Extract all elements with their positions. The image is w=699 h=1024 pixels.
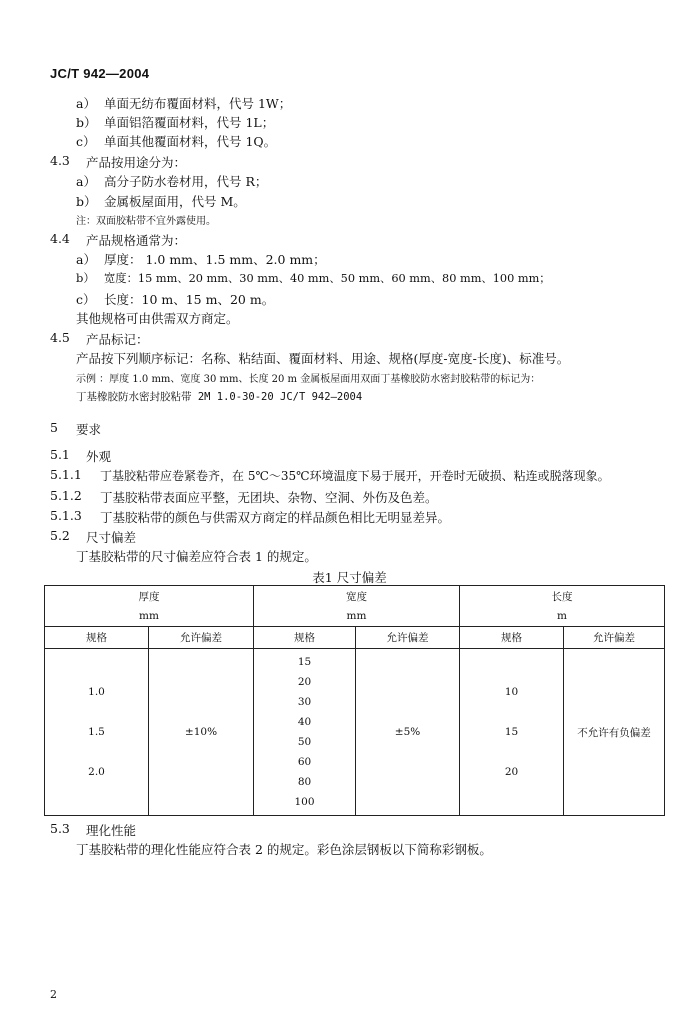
- table-cell-value: 30: [297, 696, 312, 708]
- list-marker: c）: [76, 292, 96, 307]
- column-header: 规格: [460, 627, 564, 649]
- unit-length: m: [460, 607, 665, 627]
- length-tolerance: 不允许有负偏差: [564, 649, 665, 816]
- thickness-tolerance: ±10%: [149, 649, 254, 816]
- paragraph: 产品按下列顺序标记：名称、粘结面、覆面材料、用途、规格(厚度-宽度-长度)、标准号。: [76, 351, 570, 366]
- section-heading: 尺寸偏差: [86, 530, 137, 545]
- section-number: 4.5: [50, 330, 70, 345]
- unit-thickness: mm: [45, 607, 254, 627]
- table-cell-value: 2.0: [88, 766, 105, 778]
- table-cell-value: 80: [297, 776, 312, 788]
- section-heading: 要求: [76, 422, 102, 437]
- section-heading: 产品标记：: [86, 332, 149, 347]
- paragraph: 其他规格可由供需双方商定。: [76, 311, 239, 326]
- table-cell-value: 20: [297, 676, 312, 688]
- width-tolerance: ±5%: [356, 649, 460, 816]
- column-header: 允许偏差: [356, 627, 460, 649]
- table-cell-value: 15: [297, 656, 312, 668]
- section-number: 5.2: [50, 528, 70, 543]
- list-item-text: 长度：10 m、15 m、20 m。: [104, 292, 275, 307]
- column-header: 允许偏差: [564, 627, 665, 649]
- paragraph: 丁基胶粘带的尺寸偏差应符合表 1 的规定。: [76, 549, 317, 564]
- list-item-text: 单面其他覆面材料，代号 1Q。: [104, 134, 277, 149]
- list-marker: a）: [76, 96, 96, 111]
- list-marker: a）: [76, 252, 96, 267]
- table-cell-value: 40: [297, 716, 312, 728]
- unit-width: mm: [254, 607, 460, 627]
- column-header: 允许偏差: [149, 627, 254, 649]
- column-header: 规格: [254, 627, 356, 649]
- list-item-text: 宽度：15 mm、20 mm、30 mm、40 mm、50 mm、60 mm、80 mm、100 mm；: [104, 272, 551, 285]
- section-heading: 外观: [86, 449, 112, 464]
- table-cell-value: 1.0: [88, 686, 105, 698]
- length-values-cell: [460, 649, 564, 816]
- example-text: 示例 ：厚度 1.0 mm、宽度 30 mm、长度 20 m 金属板屋面用双面丁基橡胶防水密封胶粘带的标记为：: [76, 374, 541, 385]
- document-header: JC/T 942—2004: [50, 66, 150, 81]
- list-marker: b）: [76, 271, 95, 285]
- column-header: 规格: [45, 627, 149, 649]
- section-number: 5.3: [50, 821, 70, 836]
- group-header-length: 长度: [460, 586, 665, 607]
- example-marking: 丁基橡胶防水密封胶粘带 2M 1.0-30-20 JC/T 942—2004: [76, 391, 363, 403]
- dimension-tolerance-table: [44, 585, 665, 816]
- table-cell-value: 10: [504, 686, 519, 698]
- table-cell-value: 100: [294, 796, 315, 808]
- section-number: 5.1: [50, 447, 70, 462]
- section-number: 5.1.1: [50, 467, 82, 482]
- group-header-width: 宽度: [254, 586, 460, 607]
- table-title: 表1 尺寸偏差: [312, 570, 387, 585]
- section-number: 4.3: [50, 153, 70, 168]
- section-number: 4.4: [50, 231, 70, 246]
- table-cell-value: 15: [504, 726, 519, 738]
- section-heading: 产品按用途分为：: [86, 155, 187, 170]
- section-number: 5.1.3: [50, 508, 82, 523]
- list-marker: c）: [76, 134, 96, 149]
- list-item-text: 单面无纺布覆面材料，代号 1W；: [104, 96, 292, 111]
- list-item-text: 金属板屋面用，代号 M。: [104, 194, 246, 209]
- section-number: 5: [50, 420, 58, 435]
- section-heading: 理化性能: [86, 823, 137, 838]
- list-marker: b）: [76, 194, 97, 209]
- paragraph: 丁基胶粘带表面应平整，无团块、杂物、空洞、外伤及色差。: [100, 490, 438, 505]
- table-cell-value: 1.5: [88, 726, 105, 738]
- thickness-values-cell: [45, 649, 149, 816]
- section-heading: 产品规格通常为：: [86, 233, 187, 248]
- section-number: 5.1.2: [50, 488, 82, 503]
- list-item-text: 单面铝箔覆面材料，代号 1L；: [104, 115, 275, 130]
- page-number: 2: [50, 988, 57, 1001]
- note-text: 注：双面胶粘带不宜外露使用。: [76, 216, 216, 227]
- list-item-text: 高分子防水卷材用，代号 R；: [104, 174, 268, 189]
- table-cell-value: 50: [297, 736, 312, 748]
- list-item-text: 厚度： 1.0 mm、1.5 mm、2.0 mm；: [104, 252, 326, 267]
- list-marker: a）: [76, 174, 96, 189]
- table-cell-value: 60: [297, 756, 312, 768]
- paragraph: 丁基胶粘带应卷紧卷齐，在 5℃～35℃环境温度下易于展开，开卷时无破损、粘连或脱落现象。: [100, 469, 610, 483]
- table-cell-value: 20: [504, 766, 519, 778]
- group-header-thickness: 厚度: [45, 586, 254, 607]
- width-values-cell: [254, 649, 356, 816]
- list-marker: b）: [76, 115, 97, 130]
- paragraph: 丁基胶粘带的理化性能应符合表 2 的规定。彩色涂层钢板以下简称彩钢板。: [76, 842, 492, 857]
- paragraph: 丁基胶粘带的颜色与供需双方商定的样品颜色相比无明显差异。: [100, 510, 451, 525]
